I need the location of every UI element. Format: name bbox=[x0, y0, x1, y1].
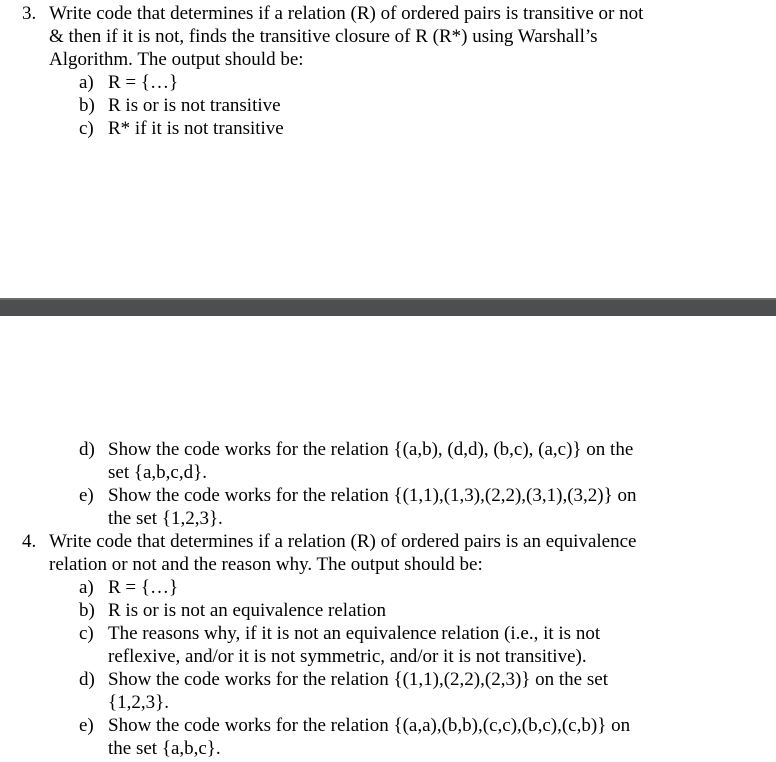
item-label: b) bbox=[79, 95, 95, 116]
item-label: a) bbox=[79, 72, 94, 93]
question-4-line-1: Write code that determines if a relation (R) of ordered pairs is an equivalence bbox=[49, 531, 637, 552]
page-break-highlight bbox=[0, 298, 776, 300]
item-label: d) bbox=[79, 669, 95, 690]
question-4-number: 4. bbox=[22, 531, 37, 552]
item-label: e) bbox=[79, 485, 94, 506]
item-text-line-1: The reasons why, if it is not an equivalence relation (i.e., it is not bbox=[108, 623, 601, 644]
item-text-line-2: set {a,b,c,d}. bbox=[108, 462, 207, 483]
item-label: e) bbox=[79, 715, 94, 736]
item-text-line-2: the set {1,2,3}. bbox=[108, 508, 223, 529]
item-text-line-2: the set {a,b,c}. bbox=[108, 738, 221, 759]
page-break-divider bbox=[0, 298, 776, 316]
item-label: c) bbox=[79, 623, 94, 644]
item-text-line-1: R = {…} bbox=[108, 577, 179, 598]
item-text-line-1: R is or is not an equivalence relation bbox=[108, 600, 387, 621]
item-text-line-1: Show the code works for the relation {(a,b), (d,d), (b,c), (a,c)} on the bbox=[108, 439, 634, 460]
question-5-text bbox=[22, 754, 36, 761]
item-label: c) bbox=[79, 118, 94, 139]
item-text-line-2: {1,2,3}. bbox=[108, 692, 169, 713]
question-4-line-2: relation or not and the reason why. The output should be: bbox=[49, 554, 483, 575]
item-text-line-1: Show the code works for the relation {(a,a),(b,b),(c,c),(b,c),(c,b)} on bbox=[108, 715, 631, 736]
question-5-partial bbox=[0, 754, 776, 762]
item-text: R = {…} bbox=[108, 72, 179, 93]
item-label: a) bbox=[79, 577, 94, 598]
item-text-line-1: Show the code works for the relation {(1,1),(1,3),(2,2),(3,1),(3,2)} on bbox=[108, 485, 637, 506]
item-text: R is or is not transitive bbox=[108, 95, 281, 116]
question-3-line-2: & then if it is not, finds the transitive closure of R (R*) using Warshall’s bbox=[49, 26, 598, 47]
item-text: R* if it is not transitive bbox=[108, 118, 284, 139]
question-3-line-3: Algorithm. The output should be: bbox=[49, 49, 304, 70]
question-3-number: 3. bbox=[22, 3, 37, 24]
item-text-line-1: Show the code works for the relation {(1,1),(2,2),(2,3)} on the set bbox=[108, 669, 608, 690]
item-label: d) bbox=[79, 439, 95, 460]
item-text-line-2: reflexive, and/or it is not symmetric, and/or it is not transitive). bbox=[108, 646, 587, 667]
question-3-line-1: Write code that determines if a relation (R) of ordered pairs is transitive or not bbox=[49, 3, 644, 24]
item-label: b) bbox=[79, 600, 95, 621]
